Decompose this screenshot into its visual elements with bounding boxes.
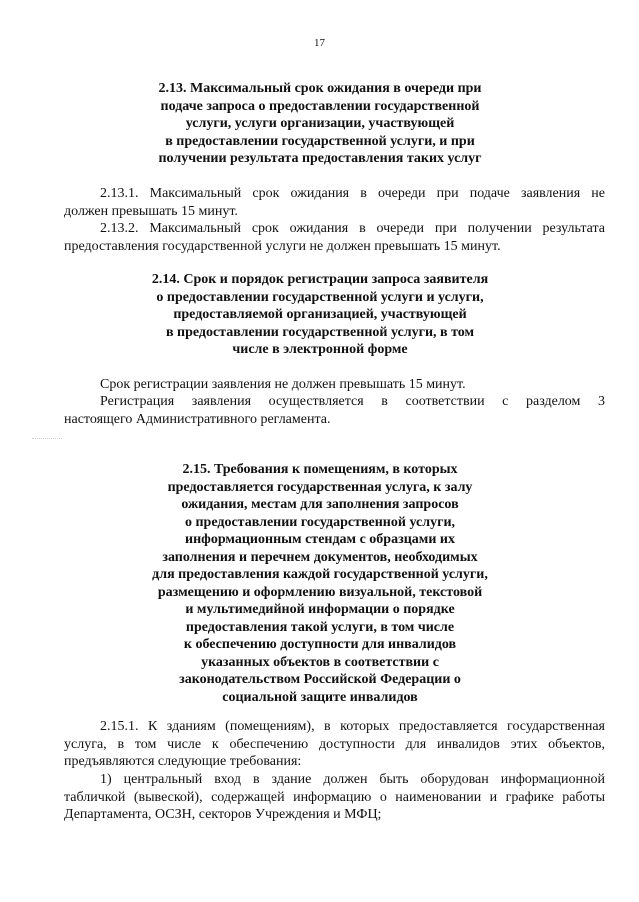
heading-line: для предоставления каждой государственной услуги, [152, 567, 488, 582]
paragraph-line: предъявляются следующие требования: [64, 754, 302, 769]
heading-line: предоставления такой услуги, в том числе [185, 619, 455, 635]
heading-line: в предоставлении государственной услуги, в том [165, 324, 475, 340]
heading-line: указанных объектов в соответствии с [201, 654, 439, 670]
paragraph-line: Срок регистрации заявления не должен превышать 15 минут. [100, 377, 466, 392]
heading-line: о предоставлении государственной услуги, [184, 514, 456, 530]
heading-line: и мультимедийной информации о порядке [185, 602, 455, 617]
section-2-15-heading [120, 461, 520, 706]
paragraph-2-14-1 [64, 376, 605, 394]
section-2-14-heading [140, 271, 500, 359]
section-2-13-heading [140, 80, 500, 168]
heading-line: заполнения и перечнем документов, необходимых [162, 549, 478, 565]
paragraph-line: 2.13.2. Максимальный срок ожидания в очереди при получении результата [100, 221, 605, 236]
list-item-1 [64, 771, 605, 824]
paragraph-line: Регистрация заявления осуществляется в соответствии с разделом 3 [100, 394, 605, 409]
page-number: 17 [314, 37, 325, 49]
heading-line: социальной защите инвалидов [222, 689, 418, 705]
heading-line: законодательством Российской Федерации о [179, 672, 461, 687]
paragraph-line: 1) центральный вход в здание должен быть оборудован информационной [100, 772, 605, 787]
paragraph-line: 2.13.1. Максимальный срок ожидания в очереди при подаче заявления не [100, 186, 605, 201]
heading-line: услуги, услуги организации, участвующей [185, 116, 455, 131]
heading-line: предоставляемой организацией, участвующей [173, 307, 467, 322]
heading-line: информационным стендам с образцами их [185, 532, 455, 547]
heading-line: 2.15. Требования к помещениям, в которых [182, 462, 458, 477]
paragraph-2-15-1 [64, 718, 605, 771]
paragraph-line: Департамента, ОСЗН, секторов Учреждения и МФЦ; [64, 807, 382, 822]
paragraph-line: должен превышать 15 минут. [64, 203, 238, 219]
heading-line: к обеспечению доступности для инвалидов [183, 637, 457, 652]
heading-line: размещению и оформлению визуальной, текстовой [157, 584, 483, 600]
paragraph-line: предоставления государственной услуги не должен превышать 15 минут. [64, 238, 501, 254]
paragraph-2-14-2 [64, 393, 605, 428]
heading-line: в предоставлении государственной услуги, и при [165, 133, 475, 149]
heading-line: подаче запроса о предоставлении государственной [160, 98, 480, 114]
paragraph-line: 2.15.1. К зданиям (помещениям), в которых предоставляется государственная [100, 719, 605, 734]
paragraph-line: табличкой (вывеской), содержащей информацию о наименовании и графике работы [64, 789, 605, 805]
paragraph-2-13-1 [64, 185, 605, 220]
paragraph-line: услуга, в том числе к обеспечению доступности для инвалидов этих объектов, [64, 736, 605, 752]
paragraph-line: настоящего Административного регламента. [64, 411, 331, 427]
heading-line: 2.13. Максимальный срок ожидания в очереди при [158, 81, 482, 96]
heading-line: предоставляется государственная услуга, к залу [167, 479, 473, 495]
scan-mark [32, 438, 62, 440]
heading-line: о предоставлении государственной услуги и услуги, [156, 289, 484, 305]
heading-line: 2.14. Срок и порядок регистрации запроса заявителя [151, 272, 489, 287]
heading-line: числе в электронной форме [232, 342, 408, 357]
paragraph-2-13-2 [64, 220, 605, 255]
heading-line: получении результата предоставления таких услуг [158, 151, 482, 166]
heading-line: ожидания, местам для заполнения запросов [181, 497, 459, 512]
